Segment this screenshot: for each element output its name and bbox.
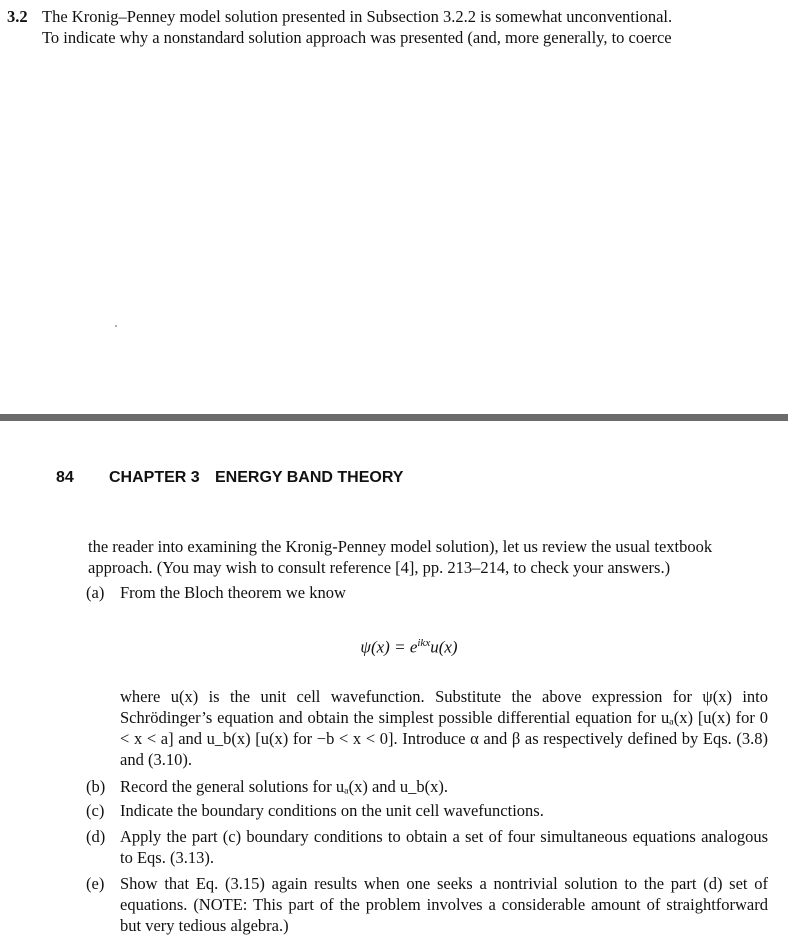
item-d-text: Apply the part (c) boundary conditions to obtain a set of four simultaneous equations analogous to Eqs. (3.13). [120, 827, 768, 867]
item-a-paragraph: where u(x) is the unit cell wavefunction. Substitute the above expression for ψ(x) into Schrödinger’s equation and obtain the simplest possible differential equation for uₐ(x) [u(x) for 0 < x < a] and u_b(x) [u(x) for −b < x < 0]. Introduce α and β as respectively defined by Eqs. (3.8) and (3.10). [120, 687, 768, 769]
chapter-title: ENERGY BAND THEORY [215, 469, 404, 486]
intro-line-2: approach. (You may wish to consult reference [4], pp. 213–214, to check your answers.) [88, 558, 671, 577]
page-divider [0, 414, 788, 421]
page-number: 84 [56, 469, 74, 486]
item-e-text: Show that Eq. (3.15) again results when one seeks a nontrivial solution to the part (d) set of equations. (NOTE: This part of the problem involves a considerable amount of straightforward but very tedious algebra.) [120, 874, 768, 935]
item-c-label: (c) [86, 801, 105, 820]
problem-text-line-2: To indicate why a nonstandard solution approach was presented (and, more generally, to coerce [42, 28, 672, 47]
item-a-label: (a) [86, 583, 105, 602]
scan-speck [115, 325, 117, 327]
item-b-label: (b) [86, 777, 106, 796]
equation-rhs: u(x) [430, 637, 458, 657]
equation-lhs: ψ(x) = e [360, 637, 418, 657]
equation-exponent: ikx [417, 637, 431, 649]
problem-number: 3.2 [7, 7, 28, 26]
chapter-label: CHAPTER 3 [109, 469, 200, 486]
item-e-label: (e) [86, 874, 105, 893]
item-b-text: Record the general solutions for uₐ(x) and u_b(x). [120, 777, 449, 796]
problem-text-line-1: The Kronig–Penney model solution presented in Subsection 3.2.2 is somewhat unconventional. [42, 7, 673, 26]
item-a-text: From the Bloch theorem we know [120, 583, 346, 602]
intro-line-1: the reader into examining the Kronig-Penney model solution), let us review the usual textbook [88, 537, 713, 556]
intro-paragraph [88, 536, 770, 578]
item-d-label: (d) [86, 827, 106, 846]
bloch-equation [0, 633, 788, 658]
item-c-text: Indicate the boundary conditions on the unit cell wavefunctions. [120, 801, 544, 820]
